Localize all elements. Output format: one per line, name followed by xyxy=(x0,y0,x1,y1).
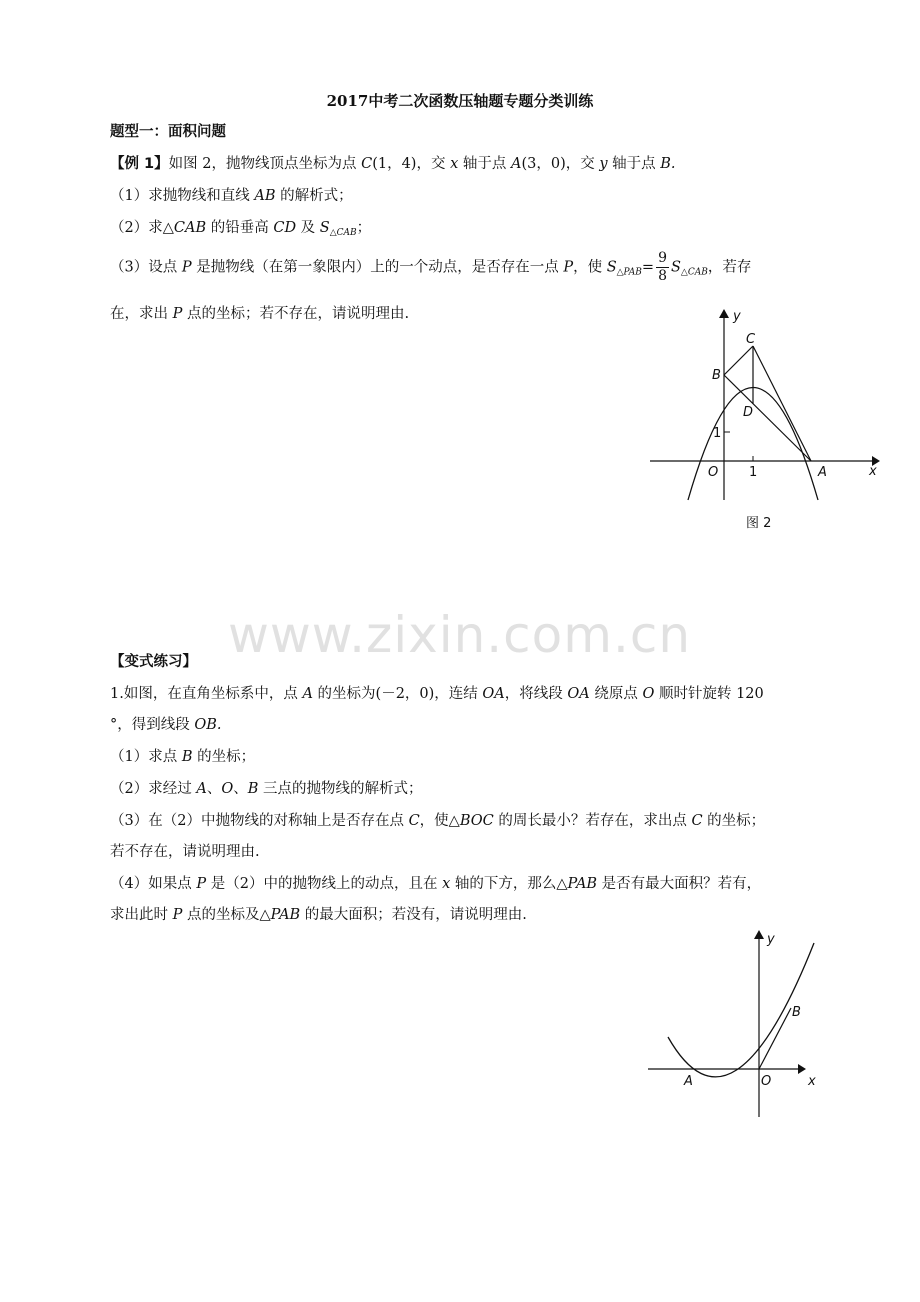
figure-3 xyxy=(640,925,830,1125)
var: B. xyxy=(660,156,676,172)
text: (3，0)，交 xyxy=(521,156,600,172)
var: AB xyxy=(254,188,276,204)
example1-question-3-cont xyxy=(110,302,409,323)
segment-OB xyxy=(759,1008,791,1069)
fraction xyxy=(656,250,669,285)
text: 的解析式； xyxy=(275,188,353,204)
var: S xyxy=(319,220,330,236)
subscript: △CAB xyxy=(329,228,357,238)
text: 及 xyxy=(296,220,320,236)
practice-heading: 【变式练习】 xyxy=(110,654,197,670)
var: x xyxy=(442,876,451,892)
text: 是（2）中的抛物线上的动点，且在 xyxy=(206,876,443,892)
var: C xyxy=(361,156,373,172)
label-D: D xyxy=(743,405,754,420)
var: C xyxy=(408,813,420,829)
text: ，使△ xyxy=(419,813,460,829)
label-y: y xyxy=(767,932,775,947)
var: PAB xyxy=(270,907,301,923)
text: （1）求点 xyxy=(110,749,182,765)
line-CA xyxy=(753,346,811,461)
var: S xyxy=(670,259,681,276)
var: CD xyxy=(273,220,297,236)
text: 如图 2，抛物线顶点坐标为点 xyxy=(168,156,362,172)
denominator: 8 xyxy=(658,268,667,284)
label-y: y xyxy=(733,309,741,324)
var: OB. xyxy=(194,717,222,733)
label-B: B xyxy=(712,368,721,383)
text: ，使 xyxy=(573,259,607,276)
var: S xyxy=(606,259,617,276)
text: 轴于点 xyxy=(607,156,661,172)
watermark: www.zixin.com.cn xyxy=(228,606,692,664)
practice1-question-3 xyxy=(110,809,765,830)
var: O xyxy=(221,781,234,797)
text: 的坐标为(－2，0)，连结 xyxy=(312,686,483,702)
practice1-question-2 xyxy=(110,777,422,798)
text: 的铅垂高 xyxy=(206,220,274,236)
text: 的坐标； xyxy=(702,813,766,829)
practice1-question-4 xyxy=(110,872,761,893)
equals: = xyxy=(641,259,655,276)
var: A xyxy=(302,686,313,702)
var: y xyxy=(599,156,608,172)
text: 绕原点 xyxy=(589,686,643,702)
var: O xyxy=(642,686,655,702)
tick-label-y: 1 xyxy=(713,426,722,441)
text: 三点的抛物线的解析式； xyxy=(258,781,423,797)
example-label: 【例 1】 xyxy=(110,156,169,172)
text: ； xyxy=(356,220,372,236)
label-A: A xyxy=(818,465,827,480)
practice1-question-3-cont: 若不存在，请说明理由. xyxy=(110,844,260,860)
example1-question-3 xyxy=(110,250,751,285)
var: C xyxy=(691,813,703,829)
text: 求出此时 xyxy=(110,907,173,923)
label-C: C xyxy=(746,332,756,347)
var: P xyxy=(563,259,574,276)
line-BC xyxy=(724,346,753,375)
label-O: O xyxy=(708,465,719,480)
tick-label-x: 1 xyxy=(749,465,758,480)
y-axis-arrow xyxy=(754,930,764,939)
text: 轴于点 xyxy=(458,156,511,172)
var: OA xyxy=(482,686,505,702)
var: B xyxy=(247,781,259,797)
var: B xyxy=(181,749,193,765)
text: 点的坐标；若不存在，请说明理由. xyxy=(182,306,410,322)
var: P xyxy=(196,876,207,892)
var: PAB xyxy=(567,876,598,892)
var: OA xyxy=(567,686,590,702)
text: °，得到线段 xyxy=(110,717,195,733)
text: 在，求出 xyxy=(110,306,173,322)
label-B: B xyxy=(792,1005,801,1020)
figure-2 xyxy=(640,300,890,510)
example1-statement xyxy=(110,152,676,173)
text: 的最大面积；若没有，请说明理由. xyxy=(300,907,527,923)
label-O: O xyxy=(761,1074,772,1089)
numerator: 9 xyxy=(658,250,667,266)
page-title: 2017中考二次函数压轴题专题分类训练 xyxy=(326,92,594,110)
text: 、 xyxy=(206,781,222,797)
label-A: A xyxy=(684,1074,693,1089)
text: 是抛物线（在第一象限内）上的一个动点，是否存在一点 xyxy=(191,259,564,276)
text: （2）求△ xyxy=(110,220,174,236)
var: P xyxy=(172,907,183,923)
practice1-question-1 xyxy=(110,745,255,766)
var: P xyxy=(181,259,192,276)
text: 是否有最大面积？若有， xyxy=(597,876,762,892)
subscript: △PAB xyxy=(616,267,642,278)
var: A xyxy=(510,156,522,172)
text: 轴的下方，那么△ xyxy=(450,876,568,892)
y-axis-arrow xyxy=(719,309,729,318)
x-axis-arrow xyxy=(798,1064,806,1074)
var: CAB xyxy=(173,220,207,236)
practice1-statement-cont xyxy=(110,713,222,734)
line-BA xyxy=(724,375,811,461)
section-heading: 题型一：面积问题 xyxy=(110,124,226,140)
subscript: △CAB xyxy=(680,267,708,278)
text: ，将线段 xyxy=(504,686,568,702)
var: P xyxy=(172,306,183,322)
var: A xyxy=(196,781,207,797)
text: 的坐标； xyxy=(192,749,256,765)
text: 的周长最小？若存在，求出点 xyxy=(493,813,692,829)
figure-2-caption: 图 2 xyxy=(746,516,772,531)
text: （3）在（2）中抛物线的对称轴上是否存在点 xyxy=(110,813,409,829)
example1-question-1 xyxy=(110,184,353,205)
text: (1，4)，交 xyxy=(372,156,451,172)
text: 顺时针旋转 120 xyxy=(654,686,764,702)
practice1-statement xyxy=(110,682,764,703)
var: x xyxy=(450,156,459,172)
text: （3）设点 xyxy=(110,259,182,276)
text: ，若存 xyxy=(707,259,752,276)
example1-question-2 xyxy=(110,216,371,238)
var: BOC xyxy=(459,813,494,829)
text: 1.如图，在直角坐标系中，点 xyxy=(110,686,303,702)
label-x: x xyxy=(869,464,877,479)
label-x: x xyxy=(808,1074,816,1089)
text: （4）如果点 xyxy=(110,876,197,892)
text: 点的坐标及△ xyxy=(182,907,271,923)
text: （2）求经过 xyxy=(110,781,197,797)
practice1-question-4-cont xyxy=(110,903,527,924)
text: 、 xyxy=(233,781,248,797)
text: （1）求抛物线和直线 xyxy=(110,188,255,204)
